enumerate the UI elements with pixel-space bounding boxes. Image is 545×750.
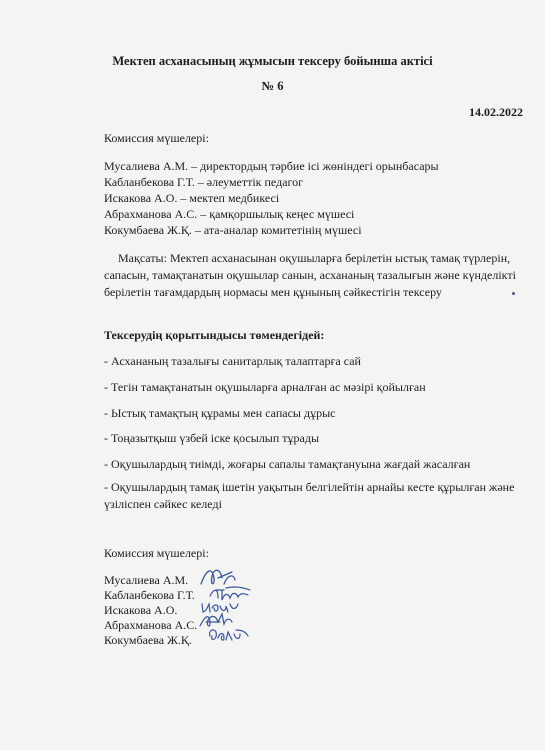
document-number: № 6 [261,79,284,93]
member-line: Мусалиева А.М. – директордың тәрбие ісі жөніндегі орынбасары [104,159,439,173]
member-line: Кокумбаева Ж.Қ. – ата-аналар комитетінің мүшесі [104,223,362,237]
results-header: Тексерудің қорытындысы төмендегідей: [104,328,325,342]
purpose-paragraph: Мақсаты: Мектеп асханасынан оқушыларға берілетін ыстық тамақ түрлерін, сапасын, тамақтанатын оқушылар санын, асхананың тазалығын және күнделікті берілетін тағамдардың нормасы мен құнының сәйкестігін тексеру [104,251,516,299]
result-item: - Ыстық тамақтың құрамы мен сапасы дұрыс [104,406,336,420]
member-line: Кабланбекова Г.Т. – әлеуметтік педагог [104,175,304,189]
signatory-name: Мусалиева А.М. [104,573,189,587]
document-date: 14.02.2022 [469,105,523,119]
signature-5 [206,626,250,646]
signatory-name: Кокумбаева Ж.Қ. [104,633,192,647]
result-item: - Оқушылардың тиімді, жоғары сапалы тамақтануына жағдай жасалған [104,457,471,471]
result-item: - Оқушылардың тамақ ішетін уақытын белгілейтін арнайы кесте құрылған және үзіліспен сәйкес келеді [104,480,515,511]
result-item: - Тоңазытқыш үзбей іске қосылып тұрады [104,431,320,445]
member-line: Искакова А.О. – мектеп медбикесі [104,191,280,205]
signatures-header: Комиссия мүшелері: [104,546,209,560]
commission-header: Комиссия мүшелері: [104,131,209,145]
member-line: Абрахманова А.С. – қамқоршылық кеңес мүшесі [104,207,355,221]
signatory-name: Искакова А.О. [104,603,178,617]
result-item: - Тегін тамақтанатын оқушыларға арналған ас мәзірі қойылған [104,380,426,394]
signatory-name: Кабланбекова Г.Т. [104,588,195,602]
result-item: - Асхананың тазалығы санитарлық талаптарға сай [104,354,361,368]
document-title: Мектеп асханасының жұмысын тексеру бойынша актісі [112,54,433,68]
signatory-name: Абрахманова А.С. [104,618,198,632]
